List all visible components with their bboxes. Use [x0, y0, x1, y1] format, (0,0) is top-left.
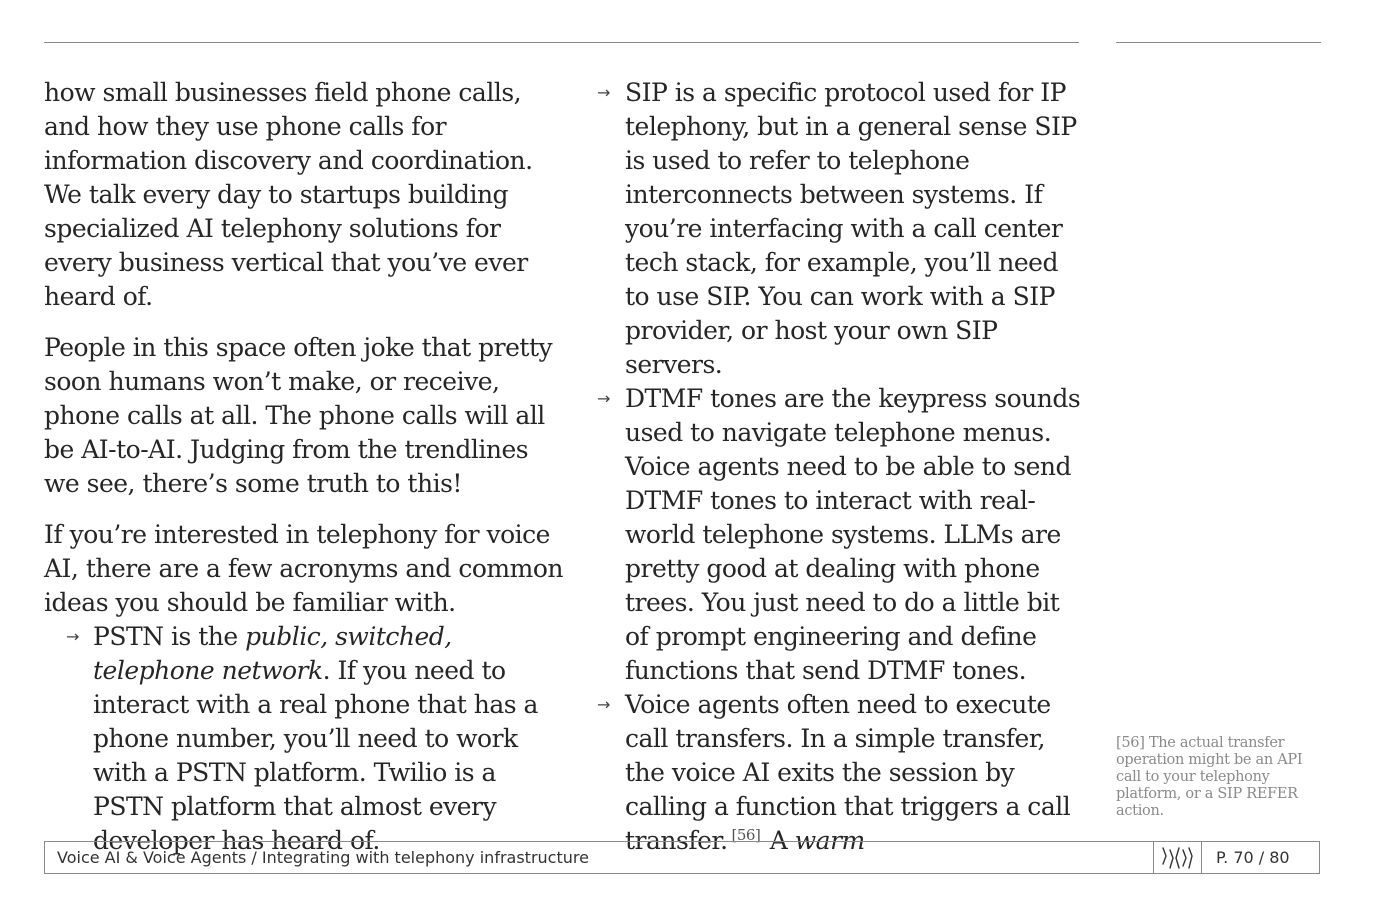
- list-item-sip: [597, 76, 1087, 382]
- sidenote-rule: [1116, 42, 1321, 43]
- arrow-right-icon: →: [597, 83, 610, 102]
- acronym-list: [44, 620, 569, 858]
- footnote-ref[interactable]: [56]: [731, 826, 761, 844]
- top-rule: [44, 42, 1079, 43]
- list-emphasis: warm: [794, 826, 865, 855]
- paragraph: People in this space often joke that pretty soon humans won’t make, or receive, phone calls at all. The phone calls will all be AI-to-AI. Judging from the trendlines we see, there’s some truth to this!: [44, 333, 553, 498]
- page-footer: [44, 841, 1320, 874]
- list-item-dtmf: [597, 382, 1087, 688]
- left-column: [44, 76, 569, 858]
- list-text: PSTN is the: [93, 622, 246, 651]
- paragraph: how small businesses field phone calls, and how they use phone calls for information discovery and coordination. We talk every day to startups building specialized AI telephony solutions for every business vertical that you’ve ever heard of.: [44, 78, 533, 311]
- slashes-logo-icon: [1153, 842, 1202, 873]
- list-item-pstn: [44, 620, 569, 858]
- right-column: [597, 76, 1087, 858]
- list-text: . If you need to interact with a real phone that has a phone number, you’ll need to work with a PSTN platform. Twilio is a PSTN platform that almost every developer has heard of.: [93, 656, 538, 855]
- list-text: A: [762, 826, 795, 855]
- footer-breadcrumb: Voice AI & Voice Agents / Integrating with telephony infrastructure: [57, 848, 589, 867]
- list-emphasis: public, switched, telephone network: [93, 622, 452, 685]
- page-number: P. 70 / 80: [1216, 848, 1290, 867]
- arrow-right-icon: →: [597, 389, 610, 408]
- acronym-list: [597, 76, 1087, 858]
- sidenote: [56] The actual transfer operation might be an API call to your telephony platform, or a SIP REFER action.: [1116, 735, 1303, 819]
- list-text: DTMF tones are the keypress sounds used to navigate telephone menus. Voice agents need to be able to send DTMF tones to interact with real-world telephone systems. LLMs are pretty good at dealing with phone trees. You just need to do a little bit of prompt engineering and define functions that send DTMF tones.: [625, 384, 1081, 685]
- list-item-transfer: [597, 688, 1087, 858]
- paragraph: If you’re interested in telephony for voice AI, there are a few acronyms and common ideas you should be familiar with.: [44, 520, 563, 617]
- arrow-right-icon: →: [597, 695, 610, 714]
- arrow-right-icon: →: [66, 627, 79, 646]
- list-text: SIP is a specific protocol used for IP telephony, but in a general sense SIP is used to refer to telephone interconnects between systems. If you’re interfacing with a call center tech stack, for example, you’ll need to use SIP. You can work with a SIP provider, or host your own SIP servers.: [625, 78, 1077, 379]
- list-text: Voice agents often need to execute call transfers. In a simple transfer, the voice AI exits the session by calling a function that triggers a call transfer.: [625, 690, 1071, 855]
